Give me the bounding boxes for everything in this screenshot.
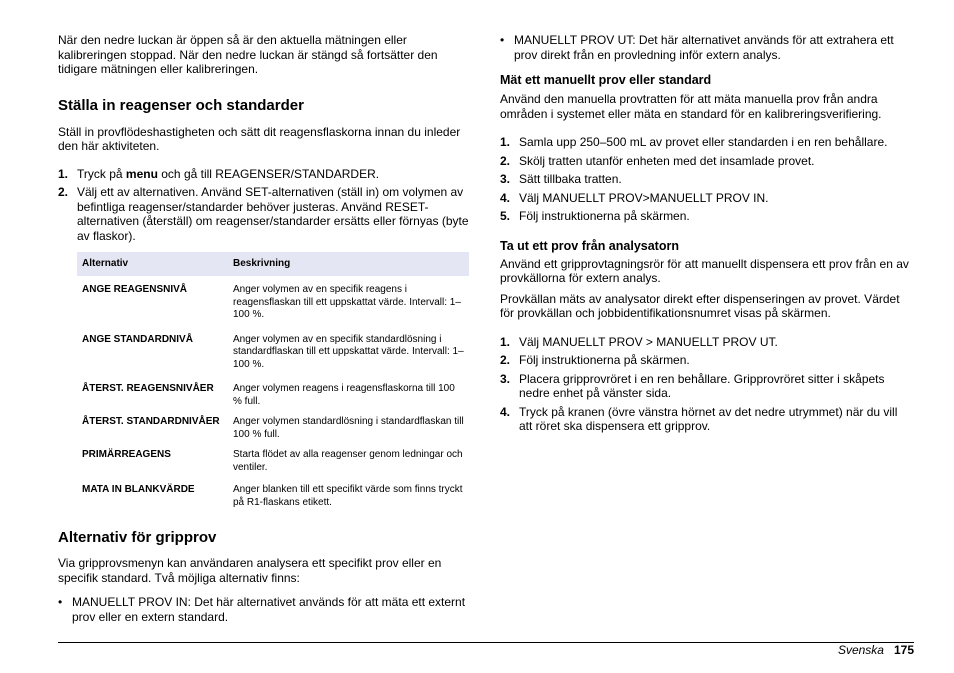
step-item: 5. Följ instruktionerna på skärmen. — [500, 209, 690, 223]
reagents-intro: Ställ in provflödeshastigheten och sätt dit reagensflaskorna innan du inleder den här aktiviteten. — [58, 124, 461, 153]
take-sample-steps — [500, 335, 914, 434]
menu-key-label: menu — [125, 166, 158, 181]
section-heading-take-sample: Ta ut ett prov från analysatorn — [500, 238, 679, 253]
intro-paragraph: När den nedre luckan är öppen så är den aktuella mätningen eller kalibreringen stoppad. När den nedre luckan är stängd så fortsätter den tidigare mätningen eller kalibreringen. — [58, 33, 438, 76]
option-name: ANGE STANDARDNIVÅ — [82, 333, 193, 345]
grab-sample-intro: Via gripprovsmenyn kan användaren analysera ett specifikt prov eller en specifik standard. Två möjliga alternativ finns: — [58, 556, 442, 585]
grab-sample-options-cont — [500, 33, 914, 62]
option-name: ÅTERST. REAGENSNIVÅER — [82, 383, 214, 394]
step-number: 1. — [500, 135, 511, 149]
option-name: ÅTERST. STANDARDNIVÅER — [82, 416, 220, 427]
section-heading-reagents: Ställa in reagenser och standarder — [58, 96, 304, 114]
reagents-steps — [58, 167, 472, 244]
step-item: 1. Välj MANUELLT PROV > MANUELLT PROV UT. — [500, 334, 778, 349]
step-item: 1. Tryck på menu och gå till REAGENSER/STANDARDER. — [58, 166, 380, 181]
grab-sample-options — [58, 595, 472, 624]
step-item: 4. Välj MANUELLT PROV>MANUELLT PROV IN. — [500, 190, 769, 205]
step-number: 3. — [500, 371, 511, 386]
step-item: 2. Välj ett av alternativen. Använd SET-alternativen (ställ in) om volymen av befintliga reagenser/standarder behöver justeras. Använd RESET-alternativen (återställ) om reagenser/standarder ersätts eller förnyas (byte av flaskor). — [58, 185, 469, 243]
section-heading-grab-sample: Alternativ för gripprov — [58, 529, 217, 546]
table-row — [77, 484, 469, 509]
table-row — [77, 334, 469, 384]
step-number: 4. — [500, 190, 511, 205]
step-number: 2. — [500, 153, 511, 168]
column-header: Alternativ — [77, 252, 228, 276]
page-footer — [838, 643, 914, 657]
step-number: 5. — [500, 209, 511, 223]
manual-sample-intro: Använd den manuella provtratten för att mäta manuella prov från andra områden i systemet eller mäta en standard för en kalibreringsverifiering. — [500, 92, 882, 121]
table-header-row — [77, 252, 469, 276]
table-row — [77, 416, 469, 449]
step-item: 3. Placera gripprovröret i en ren behållare. Gripprovröret sitter i skåpets nedre enhet på vänster sida. — [500, 371, 885, 400]
right-column — [500, 33, 914, 434]
step-item: 1. Samla upp 250–500 mL av provet eller standarden i en ren behållare. — [500, 135, 888, 149]
table-row — [77, 449, 469, 484]
step-number: 2. — [58, 185, 69, 199]
left-column — [58, 33, 472, 624]
option-description: Anger volymen standardlösning i standardflaskan till 100 % full. — [233, 416, 464, 440]
page-number: 175 — [893, 643, 914, 657]
footer-divider — [58, 642, 914, 643]
footer-language: Svenska — [837, 643, 884, 657]
option-description: Anger volymen reagens i reagensflaskorna till 100 % full. — [233, 383, 455, 407]
column-header: Beskrivning — [228, 252, 469, 276]
step-number: 1. — [58, 166, 69, 181]
step-number: 2. — [500, 353, 511, 367]
step-item: 2. Skölj tratten utanför enheten med det insamlade provet. — [500, 153, 815, 168]
take-sample-intro: Använd ett gripprovtagningsrör för att manuellt dispensera ett prov från en av provkällorna för extern analys. — [500, 256, 909, 285]
option-name: ANGE REAGENSNIVÅ — [82, 284, 188, 295]
option-description: Anger volymen av en specifik standardlösning i standardflaskan till ett uppskattat värde. Intervall: 1–100 %. — [233, 333, 464, 370]
option-description: Starta flödet av alla reagenser genom ledningar och ventiler. — [233, 449, 463, 473]
step-item: 4. Tryck på kranen (övre vänstra hörnet av det nedre utrymmet) när du vill att röret ska dispensera ett gripprov. — [500, 404, 898, 433]
option-name: PRIMÄRREAGENS — [82, 449, 171, 460]
bullet-icon: • — [500, 33, 505, 47]
manual-sample-steps — [500, 135, 914, 224]
step-number: 4. — [500, 404, 511, 419]
list-item: • MANUELLT PROV UT: Det här alternativet används för att extrahera ett prov direkt från en provledning inför extern analys. — [500, 33, 894, 62]
step-number: 1. — [500, 334, 511, 349]
options-table — [77, 252, 469, 509]
take-sample-note: Provkällan mäts av analysator direkt efter dispenseringen av provet. Värdet för provkällan och jobbidentifikationsnumret visas på skärmen. — [500, 291, 900, 320]
option-description: Anger blanken till ett specifikt värde som finns tryckt på R1-flaskans etikett. — [233, 484, 463, 508]
table-row — [77, 383, 469, 416]
step-number: 3. — [500, 172, 511, 186]
option-description: Anger volymen av en specifik reagens i reagensflaskan till ett uppskattat värde. Intervall: 1–100 %. — [233, 284, 461, 320]
step-item: 3. Sätt tillbaka tratten. — [500, 172, 622, 186]
list-item: • MANUELLT PROV IN: Det här alternativet används för att mäta ett externt prov eller en extern standard. — [58, 595, 466, 624]
option-name: MATA IN BLANKVÄRDE — [82, 484, 195, 495]
table-row — [77, 276, 469, 334]
bullet-icon: • — [58, 595, 63, 609]
section-heading-manual-sample: Mät ett manuellt prov eller standard — [500, 73, 712, 87]
step-item: 2. Följ instruktionerna på skärmen. — [500, 353, 690, 367]
